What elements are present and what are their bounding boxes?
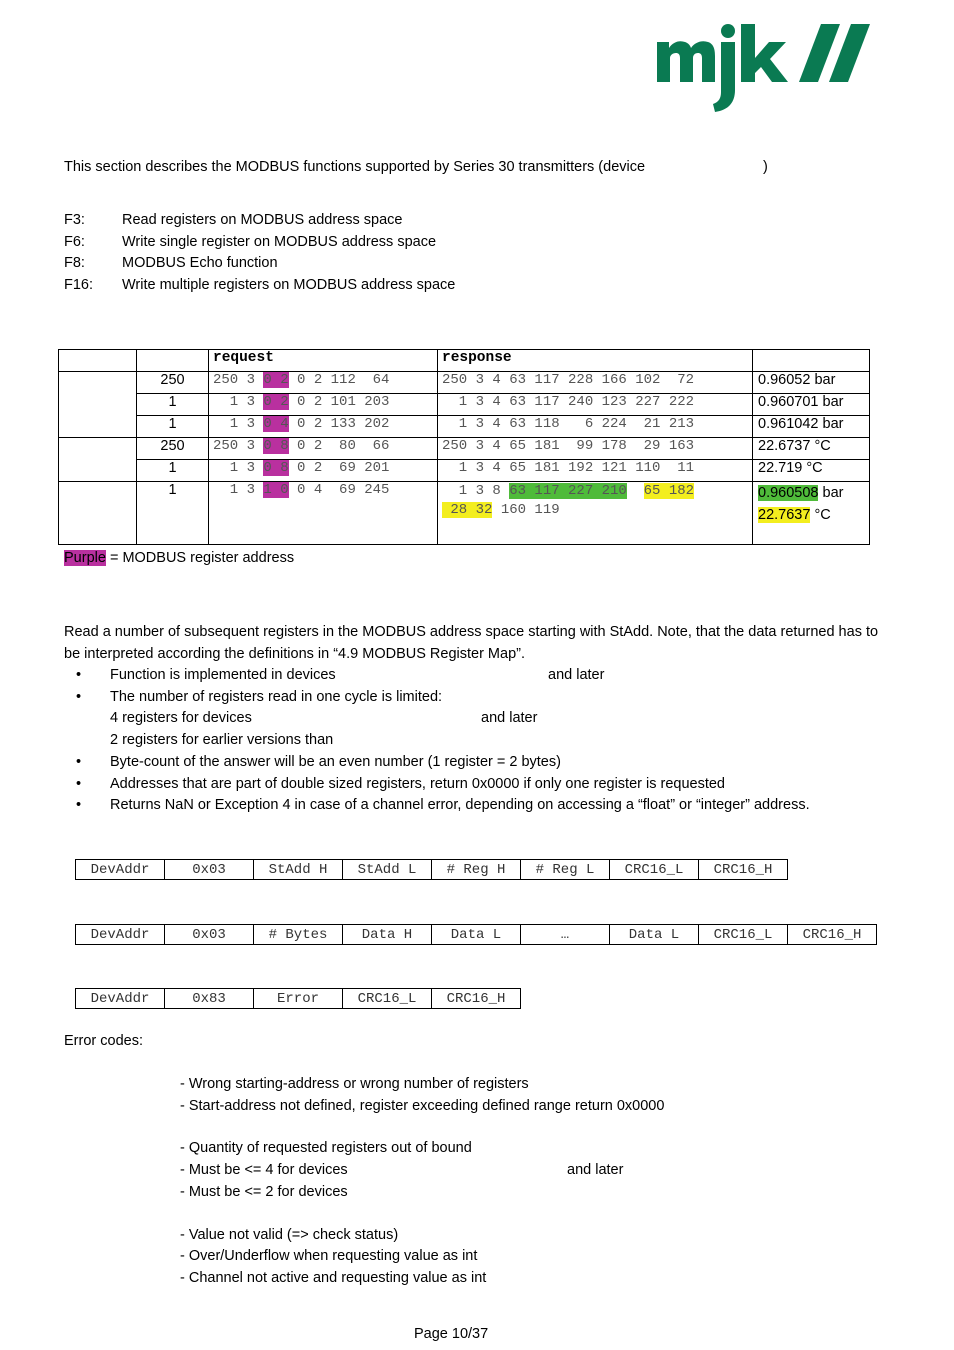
text-segment: 160 119 — [492, 502, 560, 518]
response-bytes — [438, 416, 753, 438]
frame-field: # Reg H — [432, 860, 521, 880]
function-desc: MODBUS Echo function — [122, 255, 278, 271]
highlighted-segment: 0 4 — [263, 416, 289, 432]
text-segment: 1 3 4 63 117 240 123 227 222 — [442, 394, 695, 410]
text-segment: 250 3 — [213, 438, 264, 454]
text-segment: 1 3 — [213, 416, 264, 432]
table-row — [59, 460, 870, 482]
function-desc: Write single register on MODBUS address space — [122, 234, 437, 250]
response-bytes — [438, 438, 753, 460]
result-value — [753, 438, 870, 460]
request-bytes — [209, 482, 438, 545]
mjk-logo — [655, 20, 897, 114]
text-segment: 1 3 — [213, 460, 264, 476]
example-header-row — [59, 350, 870, 372]
frame-field: CRC16_L — [610, 860, 699, 880]
response-bytes — [438, 394, 753, 416]
highlighted-segment: 65 182 — [643, 483, 695, 499]
highlighted-segment: 63 117 227 210 — [509, 483, 627, 499]
function-code: F8: — [64, 255, 85, 271]
text-segment: 0 2 133 202 — [288, 416, 390, 432]
header-blank — [753, 350, 870, 372]
frame-field: 0x03 — [165, 860, 254, 880]
frame-field: 0x83 — [165, 989, 254, 1009]
bullet-item — [64, 687, 810, 709]
bullet-text: The number of registers read in one cycle is limited: — [110, 688, 443, 705]
highlighted-segment: 0 2 — [263, 394, 289, 410]
request-bytes — [209, 438, 438, 460]
table-row — [59, 416, 870, 438]
device-address: 1 — [137, 394, 209, 416]
highlighted-segment: 0 2 — [263, 372, 289, 388]
f3-bullet-list — [64, 665, 810, 817]
bullet-subline — [64, 708, 810, 730]
text-segment: bar — [822, 485, 844, 501]
frame-field: Data H — [343, 925, 432, 945]
header-request: request — [209, 350, 438, 372]
highlighted-segment: 0.960508 — [758, 485, 819, 501]
function-desc: Read registers on MODBUS address space — [122, 212, 403, 228]
request-bytes — [209, 460, 438, 482]
error-code-line: - Must be <= 2 for devices — [180, 1184, 348, 1200]
result-value — [753, 372, 870, 394]
frame-field: DevAddr — [76, 989, 165, 1009]
error-frame — [75, 988, 521, 1009]
bullet-text: Returns NaN or Exception 4 in case of a channel error, depending on accessing a “float” or “integer” address. — [110, 797, 810, 814]
request-frame — [75, 859, 788, 880]
frame-field: DevAddr — [76, 860, 165, 880]
bullet-tail: and later — [548, 667, 605, 683]
device-address: 250 — [137, 372, 209, 394]
response-bytes — [438, 460, 753, 482]
f3-description-line1: Read a number of subsequent registers in the MODBUS address space starting with StAdd. Note, that the data returned has to — [64, 624, 879, 640]
text-segment: 1 3 8 — [442, 483, 510, 499]
bullet-tail: and later — [481, 710, 538, 727]
bullet-item — [64, 752, 810, 774]
bullet-text: 2 registers for earlier versions than — [110, 732, 334, 749]
text-segment: 0.96052 bar — [758, 372, 836, 388]
text-segment: 250 3 4 65 181 99 178 29 163 — [442, 438, 695, 454]
text-segment: 0 2 112 64 — [288, 372, 390, 388]
text-segment: 22.719 °C — [758, 460, 823, 476]
bullet-item — [64, 665, 810, 687]
group-cell — [59, 438, 137, 482]
intro-close: ) — [763, 159, 768, 175]
text-segment: 0.960701 bar — [758, 394, 844, 410]
text-segment: 0 4 69 245 — [288, 482, 390, 498]
result-value — [753, 482, 870, 545]
frame-field: CRC16_H — [699, 860, 788, 880]
function-code: F3: — [64, 212, 85, 228]
error-code-line: - Quantity of requested registers out of bound — [180, 1140, 472, 1156]
header-response: response — [438, 350, 753, 372]
table-row — [59, 372, 870, 394]
frame-field: Error — [254, 989, 343, 1009]
frame-field: CRC16_H — [788, 925, 877, 945]
text-segment: °C — [810, 507, 831, 523]
bullet-text: Byte-count of the answer will be an even number (1 register = 2 bytes) — [110, 753, 561, 770]
function-code: F6: — [64, 234, 85, 250]
bullet-item — [64, 795, 810, 817]
frame-field: 0x03 — [165, 925, 254, 945]
text-segment: 0.961042 bar — [758, 416, 844, 432]
highlighted-segment: 1 0 — [263, 482, 289, 498]
result-value — [753, 416, 870, 438]
response-frame — [75, 924, 877, 945]
request-bytes — [209, 416, 438, 438]
error-code-line: - Channel not active and requesting value as int — [180, 1270, 487, 1286]
error-code-line: - Over/Underflow when requesting value as int — [180, 1248, 478, 1264]
table-row — [59, 482, 870, 545]
frame-field: DevAddr — [76, 925, 165, 945]
highlighted-segment: 28 32 — [442, 502, 493, 518]
response-bytes — [438, 482, 753, 545]
table-row — [59, 438, 870, 460]
error-codes-title: Error codes: — [64, 1033, 143, 1049]
text-segment: 1 3 — [213, 482, 264, 498]
bullet-text: Addresses that are part of double sized registers, return 0x0000 if only one register is requested — [110, 775, 725, 792]
text-segment — [627, 483, 644, 499]
text-segment: 1 3 4 63 118 6 224 21 213 — [442, 416, 695, 432]
device-address: 1 — [137, 460, 209, 482]
highlighted-segment: 0 8 — [263, 460, 289, 476]
device-address: 1 — [137, 416, 209, 438]
frame-field: StAdd L — [343, 860, 432, 880]
frame-field: Data L — [432, 925, 521, 945]
example-table — [58, 349, 870, 545]
frame-field: # Bytes — [254, 925, 343, 945]
text-segment: 0 2 80 66 — [288, 438, 390, 454]
highlighted-segment: 0 8 — [263, 438, 289, 454]
error-code-line: - Must be <= 4 for devices — [180, 1162, 348, 1178]
group-cell — [59, 482, 137, 545]
response-bytes — [438, 372, 753, 394]
result-value — [753, 394, 870, 416]
error-code-line: - Wrong starting-address or wrong number of registers — [180, 1076, 529, 1092]
legend-swatch-word: Purple — [64, 550, 106, 566]
function-desc: Write multiple registers on MODBUS address space — [122, 277, 456, 293]
highlighted-segment: 22.7637 — [758, 507, 811, 523]
page-number: Page 10/37 — [414, 1326, 489, 1342]
text-segment: 22.6737 °C — [758, 438, 831, 454]
text-segment: 1 3 4 65 181 192 121 110 11 — [442, 460, 695, 476]
function-code: F16: — [64, 277, 94, 293]
text-segment: 250 3 — [213, 372, 264, 388]
text-segment: 1 3 — [213, 394, 264, 410]
frame-field: Data L — [610, 925, 699, 945]
device-address: 1 — [137, 482, 209, 545]
device-address: 250 — [137, 438, 209, 460]
text-segment: 0 2 69 201 — [288, 460, 390, 476]
bullet-subline — [64, 730, 810, 752]
table-row — [59, 394, 870, 416]
result-value — [753, 460, 870, 482]
text-segment: 250 3 4 63 117 228 166 102 72 — [442, 372, 695, 388]
legend-text: = MODBUS register address — [105, 550, 295, 566]
header-blank — [59, 350, 137, 372]
group-cell — [59, 372, 137, 438]
frame-field: # Reg L — [521, 860, 610, 880]
intro-text: This section describes the MODBUS functions supported by Series 30 transmitters (device — [64, 159, 646, 175]
header-blank — [137, 350, 209, 372]
frame-field: StAdd H — [254, 860, 343, 880]
text-segment: 0 2 101 203 — [288, 394, 390, 410]
error-code-tail: and later — [567, 1162, 624, 1178]
frame-field: CRC16_H — [432, 989, 521, 1009]
bullet-text: 4 registers for devices — [110, 710, 252, 727]
frame-field: CRC16_L — [343, 989, 432, 1009]
frame-field: CRC16_L — [699, 925, 788, 945]
error-code-line: - Value not valid (=> check status) — [180, 1227, 399, 1243]
request-bytes — [209, 372, 438, 394]
error-code-line: - Start-address not defined, register exceeding defined range return 0x0000 — [180, 1098, 665, 1114]
frame-field: … — [521, 925, 610, 945]
bullet-item — [64, 774, 810, 796]
color-legend — [64, 550, 294, 566]
request-bytes — [209, 394, 438, 416]
bullet-text: Function is implemented in devices — [110, 667, 336, 683]
f3-description-line2: be interpreted according the definitions in “4.9 MODBUS Register Map”. — [64, 646, 525, 662]
